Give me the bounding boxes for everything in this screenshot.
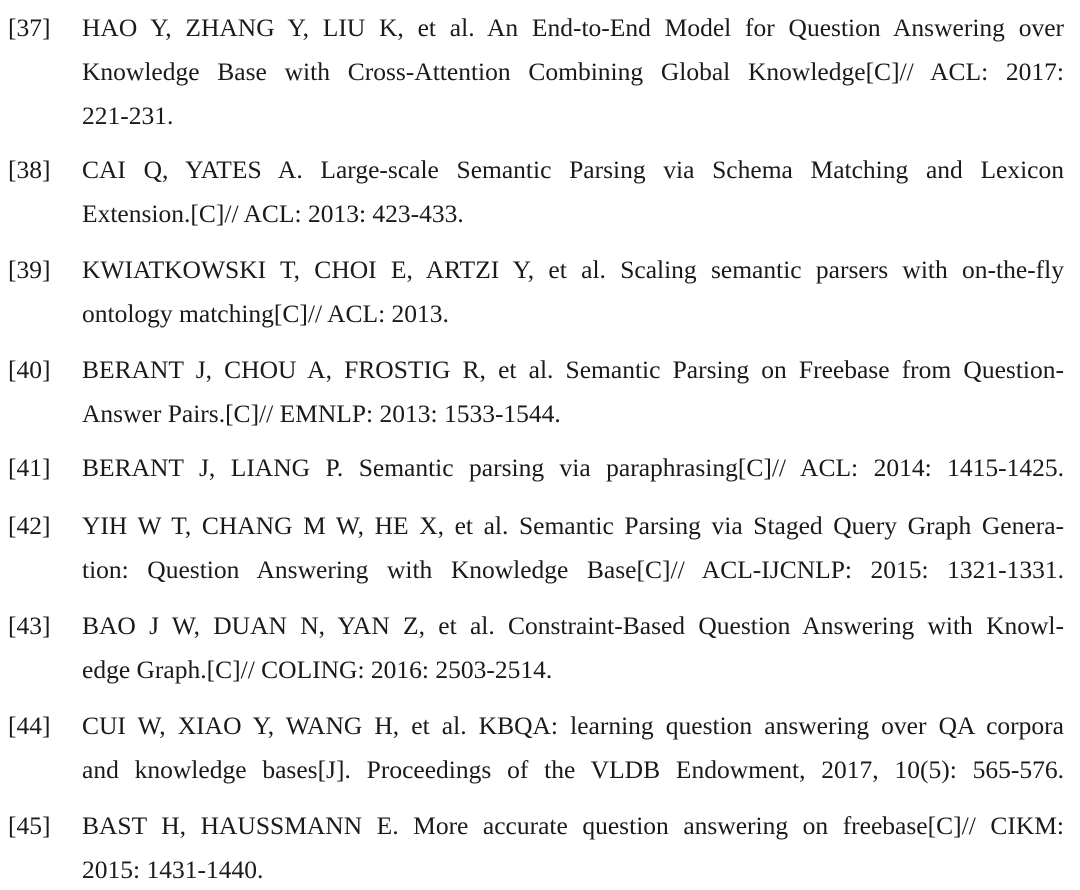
reference-number: [39] [8, 255, 51, 284]
reference-text-line: 221-231. [82, 101, 174, 130]
reference-text-line: ontology matching[C]// ACL: 2013. [82, 299, 449, 328]
reference-number: [41] [8, 453, 51, 482]
reference-text-line: CAI Q, YATES A. Large-scale Semantic Parsing via Schema Matching and Lexicon [82, 155, 1064, 184]
reference-text-line: CUI W, XIAO Y, WANG H, et al. KBQA: learning question answering over QA corpora [82, 711, 1064, 740]
reference-text-line: Answer Pairs.[C]// EMNLP: 2013: 1533-1544. [82, 399, 561, 428]
reference-number: [37] [8, 13, 51, 42]
reference-text-line: edge Graph.[C]// COLING: 2016: 2503-2514. [82, 655, 553, 684]
reference-number: [44] [8, 711, 51, 740]
reference-text-line: and knowledge bases[J]. Proceedings of the VLDB Endowment, 2017, 10(5): 565-576. [82, 755, 1064, 784]
reference-number: [40] [8, 355, 51, 384]
reference-number: [42] [8, 511, 51, 540]
reference-text-line: YIH W T, CHANG M W, HE X, et al. Semantic Parsing via Staged Query Graph Genera- [82, 511, 1064, 540]
reference-text-line: BAST H, HAUSSMANN E. More accurate question answering on freebase[C]// CIKM: [82, 811, 1064, 840]
reference-text-line: BAO J W, DUAN N, YAN Z, et al. Constraint-Based Question Answering with Knowl- [82, 611, 1064, 640]
reference-number: [43] [8, 611, 51, 640]
reference-text-line: 2015: 1431-1440. [82, 855, 264, 884]
reference-text-line: tion: Question Answering with Knowledge Base[C]// ACL-IJCNLP: 2015: 1321-1331. [82, 555, 1064, 584]
reference-text-line: Extension.[C]// ACL: 2013: 423-433. [82, 199, 464, 228]
reference-text-line: Knowledge Base with Cross-Attention Combining Global Knowledge[C]// ACL: 2017: [82, 57, 1064, 86]
reference-number: [38] [8, 155, 51, 184]
reference-number: [45] [8, 811, 51, 840]
reference-text-line: BERANT J, LIANG P. Semantic parsing via paraphrasing[C]// ACL: 2014: 1415-1425. [82, 453, 1064, 482]
reference-text-line: HAO Y, ZHANG Y, LIU K, et al. An End-to-End Model for Question Answering over [82, 13, 1064, 42]
reference-text-line: KWIATKOWSKI T, CHOI E, ARTZI Y, et al. Scaling semantic parsers with on-the-fly [82, 255, 1064, 284]
reference-text-line: BERANT J, CHOU A, FROSTIG R, et al. Semantic Parsing on Freebase from Question- [82, 355, 1064, 384]
